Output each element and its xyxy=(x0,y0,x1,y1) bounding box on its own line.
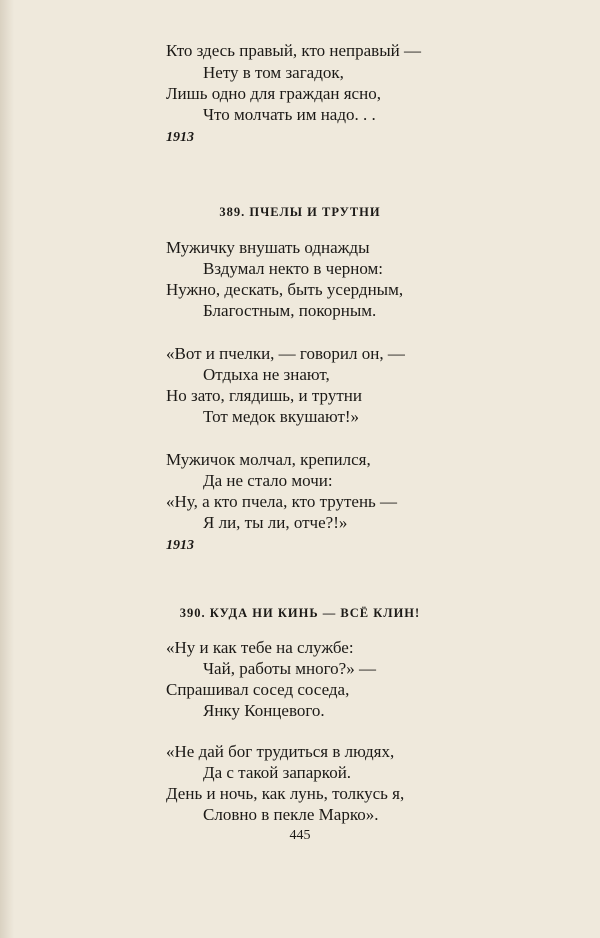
poem-line: Чай, работы много?» — xyxy=(203,659,376,678)
poem-heading: 389. ПЧЕЛЫ И ТРУТНИ xyxy=(219,205,381,219)
poem-year: 1913 xyxy=(166,130,194,145)
poem-line: «Вот и пчелки, — говорил он, — xyxy=(166,344,405,363)
poem-line: Но зато, глядишь, и трутни xyxy=(166,386,362,405)
poem-line: Что молчать им надо. . . xyxy=(203,105,376,124)
poem-heading: 390. КУДА НИ КИНЬ — ВСЁ КЛИН! xyxy=(179,606,421,620)
poem-line: Словно в пекле Марко». xyxy=(203,805,379,824)
poem-line: «Ну, а кто пчела, кто трутень — xyxy=(166,492,398,511)
poem-line: Я ли, ты ли, отче?!» xyxy=(203,513,348,532)
poem-line: Кто здесь правый, кто неправый — xyxy=(166,41,421,60)
poem-line: День и ночь, как лунь, толкусь я, xyxy=(166,784,405,803)
poem-line: Спрашивал сосед соседа, xyxy=(166,680,350,699)
poem-year: 1913 xyxy=(166,538,194,553)
poem-line: Благостным, покорным. xyxy=(203,301,377,320)
page-gutter-shadow xyxy=(0,0,14,938)
poem-line: Лишь одно для граждан ясно, xyxy=(166,84,381,103)
poem-line: Да не стало мочи: xyxy=(203,471,333,490)
poem-line: «Ну и как тебе на службе: xyxy=(166,638,354,657)
poem-line: Вздумал некто в черном: xyxy=(203,259,384,278)
poem-line: Мужичку внушать однажды xyxy=(166,238,370,257)
poem-line: «Не дай бог трудиться в людях, xyxy=(166,742,395,761)
poem-line: Нужно, дескать, быть усердным, xyxy=(166,280,404,299)
poem-line: Тот медок вкушают!» xyxy=(203,407,360,426)
poem-line: Мужичок молчал, крепился, xyxy=(166,450,371,469)
page-number: 445 xyxy=(289,828,311,843)
poem-line: Отдыха не знают, xyxy=(203,365,330,384)
poem-line: Янку Концевого. xyxy=(203,701,325,720)
poem-line: Да с такой запаркой. xyxy=(203,763,352,782)
poem-line: Нету в том загадок, xyxy=(203,63,344,82)
